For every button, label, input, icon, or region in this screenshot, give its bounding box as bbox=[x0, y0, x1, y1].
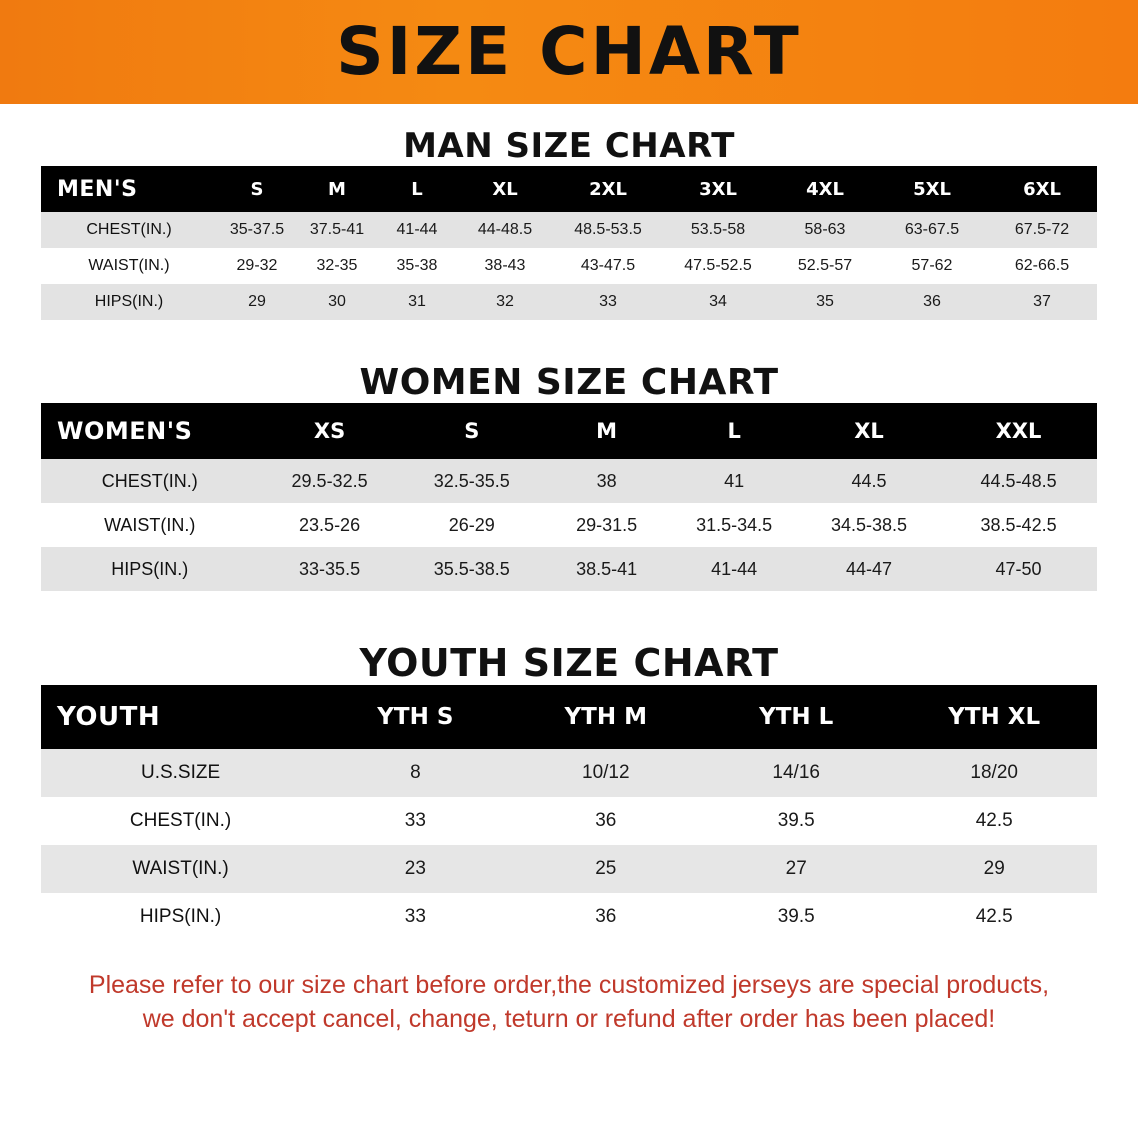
man-chest-6xl: 67.5-72 bbox=[987, 212, 1097, 248]
women-waist-l: 31.5-34.5 bbox=[670, 503, 798, 547]
women-chest-xxl: 44.5-48.5 bbox=[940, 459, 1097, 503]
man-waist-xl: 38-43 bbox=[457, 248, 553, 284]
youth-hips-s: 33 bbox=[320, 893, 510, 941]
youth-header-label: YOUTH bbox=[41, 685, 320, 749]
table-row bbox=[41, 459, 1097, 503]
youth-row-waist-label: WAIST(IN.) bbox=[41, 845, 320, 893]
policy-note-line-2: we don't accept cancel, change, teturn or refund after order has been placed! bbox=[142, 1004, 996, 1033]
man-waist-l: 35-38 bbox=[377, 248, 457, 284]
women-waist-s: 26-29 bbox=[401, 503, 543, 547]
table-row bbox=[41, 749, 1097, 797]
man-header-s: S bbox=[217, 166, 297, 212]
man-table-wrap bbox=[41, 166, 1097, 320]
women-table-wrap bbox=[41, 403, 1097, 591]
man-row-chest-label: CHEST(IN.) bbox=[41, 212, 217, 248]
youth-table-header-row bbox=[41, 685, 1097, 749]
women-chest-s: 32.5-35.5 bbox=[401, 459, 543, 503]
youth-hips-l: 39.5 bbox=[701, 893, 891, 941]
man-hips-3xl: 34 bbox=[663, 284, 773, 320]
youth-row-chest-label: CHEST(IN.) bbox=[41, 797, 320, 845]
table-row bbox=[41, 547, 1097, 591]
man-chest-4xl: 58-63 bbox=[773, 212, 877, 248]
women-header-l: L bbox=[670, 403, 798, 459]
man-header-3xl: 3XL bbox=[663, 166, 773, 212]
youth-size-table bbox=[41, 685, 1097, 941]
youth-waist-m: 25 bbox=[511, 845, 701, 893]
man-chest-5xl: 63-67.5 bbox=[877, 212, 987, 248]
man-hips-xl: 32 bbox=[457, 284, 553, 320]
table-row bbox=[41, 893, 1097, 941]
women-header-xl: XL bbox=[798, 403, 940, 459]
man-header-l: L bbox=[377, 166, 457, 212]
women-hips-s: 35.5-38.5 bbox=[401, 547, 543, 591]
women-chest-xl: 44.5 bbox=[798, 459, 940, 503]
women-header-label: WOMEN'S bbox=[41, 403, 258, 459]
man-header-5xl: 5XL bbox=[877, 166, 987, 212]
youth-header-yth-m: YTH M bbox=[511, 685, 701, 749]
man-header-label: MEN'S bbox=[41, 166, 217, 212]
women-waist-xl: 34.5-38.5 bbox=[798, 503, 940, 547]
youth-hips-xl: 42.5 bbox=[891, 893, 1097, 941]
women-waist-m: 29-31.5 bbox=[543, 503, 671, 547]
man-chest-s: 35-37.5 bbox=[217, 212, 297, 248]
women-chest-l: 41 bbox=[670, 459, 798, 503]
women-chest-m: 38 bbox=[543, 459, 671, 503]
women-header-xxl: XXL bbox=[940, 403, 1097, 459]
banner bbox=[0, 0, 1138, 104]
man-table-header-row bbox=[41, 166, 1097, 212]
man-header-4xl: 4XL bbox=[773, 166, 877, 212]
man-hips-s: 29 bbox=[217, 284, 297, 320]
table-row bbox=[41, 212, 1097, 248]
man-hips-6xl: 37 bbox=[987, 284, 1097, 320]
youth-header-yth-s: YTH S bbox=[320, 685, 510, 749]
man-chest-2xl: 48.5-53.5 bbox=[553, 212, 663, 248]
policy-note-line-1: Please refer to our size chart before order,the customized jerseys are special products, bbox=[88, 971, 1050, 999]
youth-waist-s: 23 bbox=[320, 845, 510, 893]
man-waist-3xl: 47.5-52.5 bbox=[663, 248, 773, 284]
man-waist-2xl: 43-47.5 bbox=[553, 248, 663, 284]
man-chest-m: 37.5-41 bbox=[297, 212, 377, 248]
man-chest-xl: 44-48.5 bbox=[457, 212, 553, 248]
women-hips-l: 41-44 bbox=[670, 547, 798, 591]
youth-chest-l: 39.5 bbox=[701, 797, 891, 845]
man-waist-5xl: 57-62 bbox=[877, 248, 987, 284]
youth-row-ussize-label: U.S.SIZE bbox=[41, 749, 320, 797]
man-section-title: MAN SIZE CHART bbox=[403, 126, 735, 166]
man-waist-4xl: 52.5-57 bbox=[773, 248, 877, 284]
man-hips-m: 30 bbox=[297, 284, 377, 320]
youth-table-wrap bbox=[41, 685, 1097, 941]
women-hips-xs: 33-35.5 bbox=[258, 547, 400, 591]
man-row-waist-label: WAIST(IN.) bbox=[41, 248, 217, 284]
youth-waist-l: 27 bbox=[701, 845, 891, 893]
man-waist-6xl: 62-66.5 bbox=[987, 248, 1097, 284]
youth-ussize-m: 10/12 bbox=[511, 749, 701, 797]
women-waist-xs: 23.5-26 bbox=[258, 503, 400, 547]
youth-row-hips-label: HIPS(IN.) bbox=[41, 893, 320, 941]
youth-chest-s: 33 bbox=[320, 797, 510, 845]
women-waist-xxl: 38.5-42.5 bbox=[940, 503, 1097, 547]
women-header-s: S bbox=[401, 403, 543, 459]
women-header-xs: XS bbox=[258, 403, 400, 459]
man-chest-l: 41-44 bbox=[377, 212, 457, 248]
women-table-header-row bbox=[41, 403, 1097, 459]
policy-note bbox=[39, 969, 1099, 1037]
man-chest-3xl: 53.5-58 bbox=[663, 212, 773, 248]
man-waist-s: 29-32 bbox=[217, 248, 297, 284]
women-size-table bbox=[41, 403, 1097, 591]
man-header-6xl: 6XL bbox=[987, 166, 1097, 212]
youth-header-yth-xl: YTH XL bbox=[891, 685, 1097, 749]
table-row bbox=[41, 797, 1097, 845]
women-row-hips-label: HIPS(IN.) bbox=[41, 547, 258, 591]
women-chest-xs: 29.5-32.5 bbox=[258, 459, 400, 503]
man-hips-4xl: 35 bbox=[773, 284, 877, 320]
women-hips-xxl: 47-50 bbox=[940, 547, 1097, 591]
youth-ussize-l: 14/16 bbox=[701, 749, 891, 797]
table-row bbox=[41, 248, 1097, 284]
women-row-chest-label: CHEST(IN.) bbox=[41, 459, 258, 503]
table-row bbox=[41, 845, 1097, 893]
man-hips-5xl: 36 bbox=[877, 284, 987, 320]
table-row bbox=[41, 503, 1097, 547]
banner-title: SIZE CHART bbox=[336, 13, 802, 90]
man-header-2xl: 2XL bbox=[553, 166, 663, 212]
women-hips-xl: 44-47 bbox=[798, 547, 940, 591]
youth-header-yth-l: YTH L bbox=[701, 685, 891, 749]
man-hips-2xl: 33 bbox=[553, 284, 663, 320]
youth-hips-m: 36 bbox=[511, 893, 701, 941]
youth-ussize-s: 8 bbox=[320, 749, 510, 797]
youth-ussize-xl: 18/20 bbox=[891, 749, 1097, 797]
youth-section-title: YOUTH SIZE CHART bbox=[359, 641, 779, 685]
man-hips-l: 31 bbox=[377, 284, 457, 320]
man-row-hips-label: HIPS(IN.) bbox=[41, 284, 217, 320]
women-row-waist-label: WAIST(IN.) bbox=[41, 503, 258, 547]
man-header-xl: XL bbox=[457, 166, 553, 212]
youth-chest-xl: 42.5 bbox=[891, 797, 1097, 845]
women-section-title: WOMEN SIZE CHART bbox=[359, 362, 779, 403]
women-hips-m: 38.5-41 bbox=[543, 547, 671, 591]
youth-chest-m: 36 bbox=[511, 797, 701, 845]
man-size-table bbox=[41, 166, 1097, 320]
youth-waist-xl: 29 bbox=[891, 845, 1097, 893]
women-header-m: M bbox=[543, 403, 671, 459]
man-header-m: M bbox=[297, 166, 377, 212]
table-row bbox=[41, 284, 1097, 320]
man-waist-m: 32-35 bbox=[297, 248, 377, 284]
